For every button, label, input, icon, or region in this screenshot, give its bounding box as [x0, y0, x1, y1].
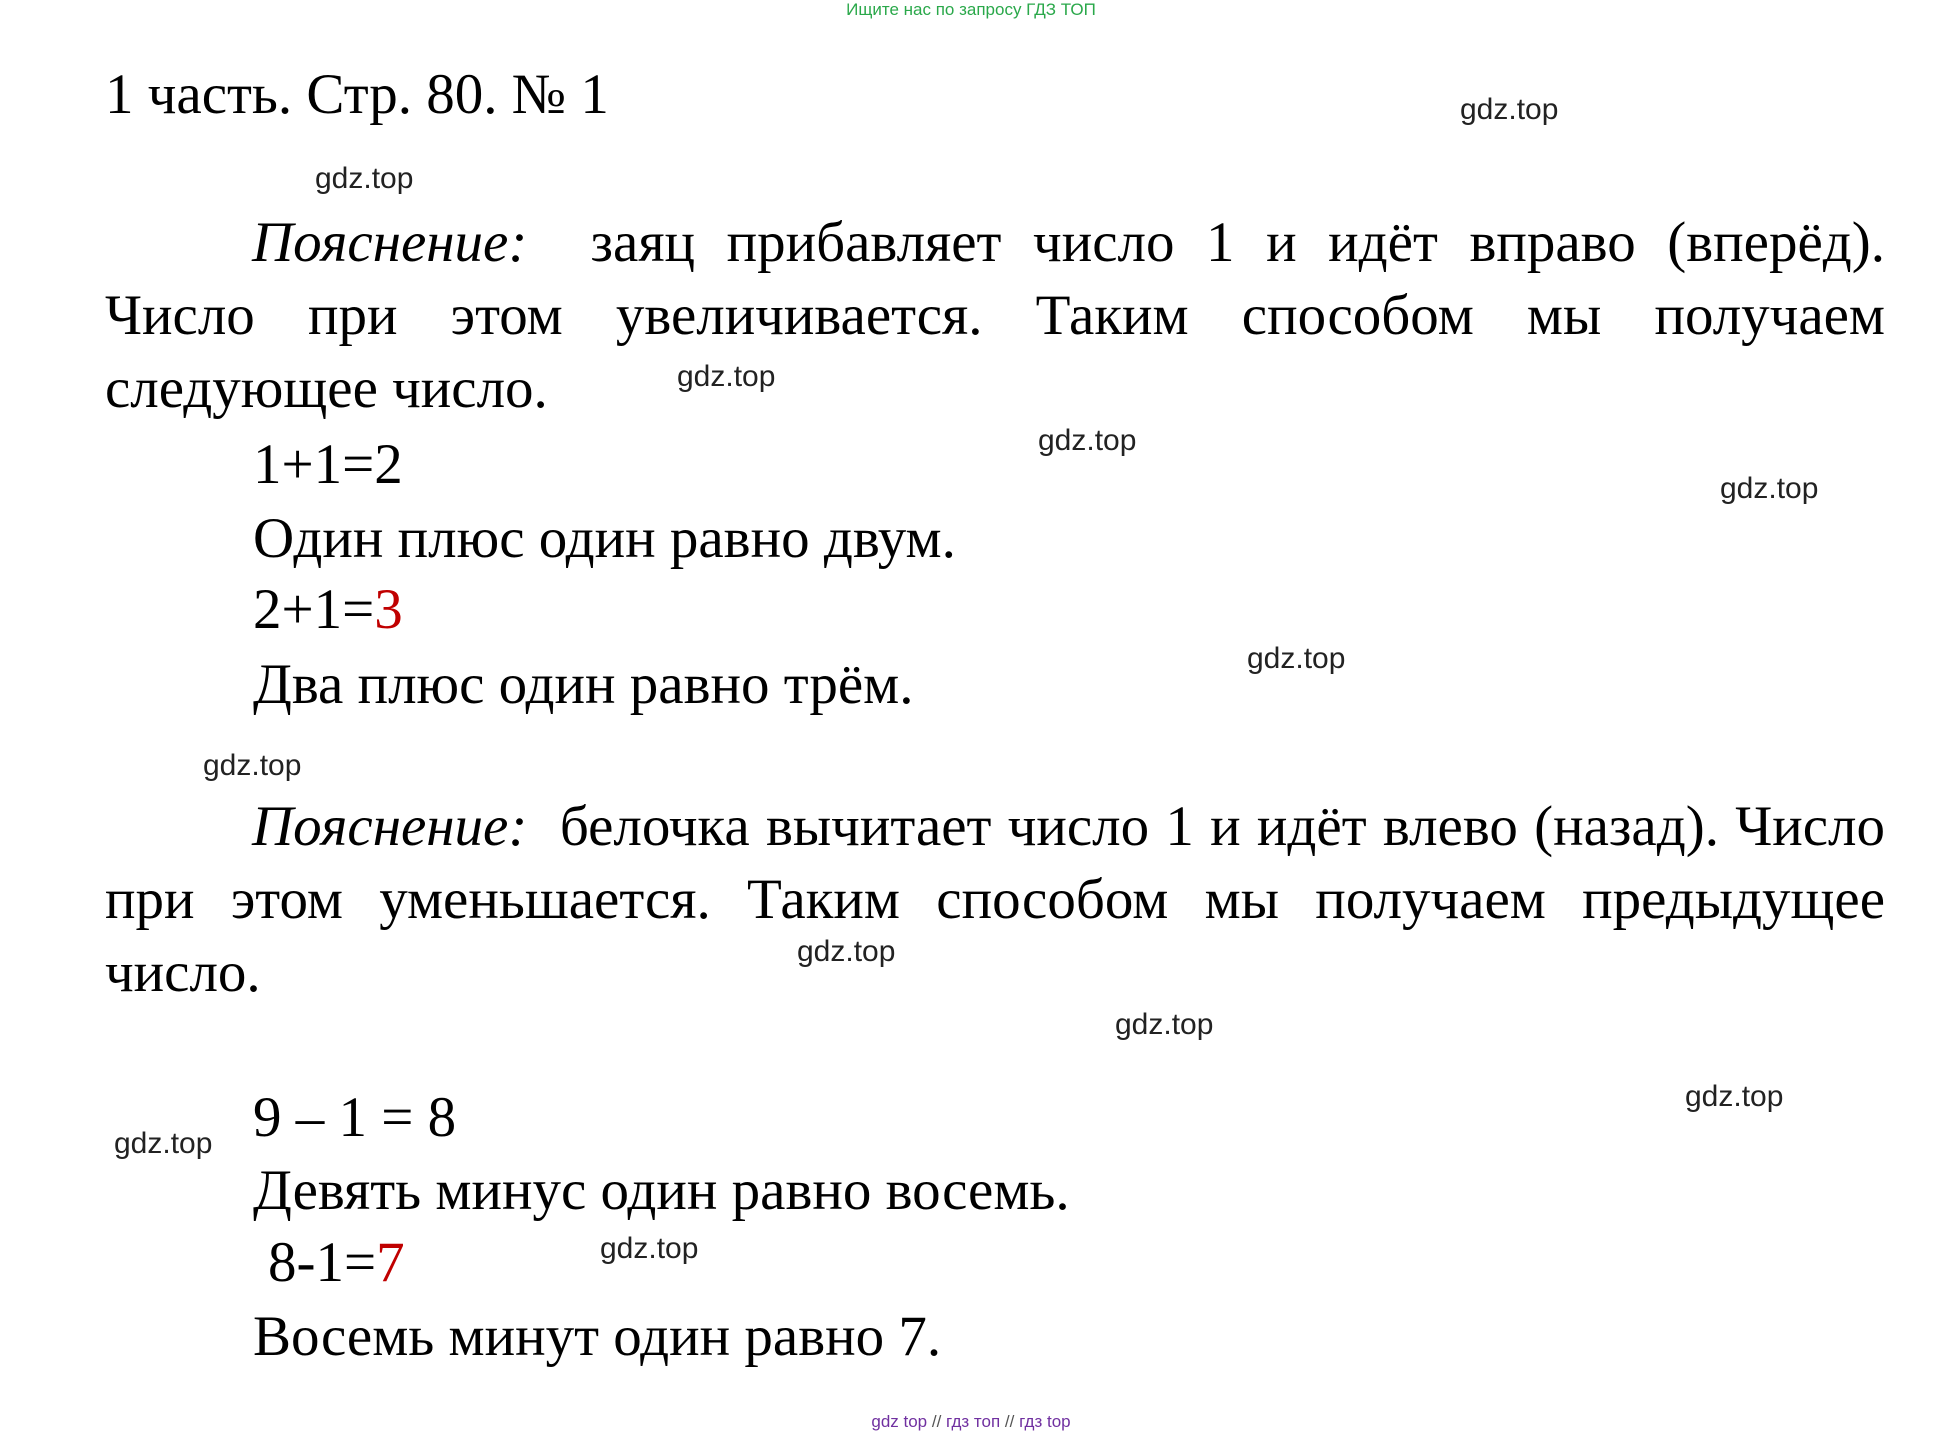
explanation-label: Пояснение: [252, 795, 528, 858]
equation-left: 8-1= [268, 1231, 377, 1294]
equation: 1+1=2 [253, 433, 403, 496]
watermark: gdz.top [114, 1127, 213, 1160]
top-banner: Ищите нас по запросу ГДЗ ТОП [846, 0, 1096, 19]
footer-item: гдз топ [946, 1412, 1001, 1431]
watermark: gdz.top [1460, 93, 1559, 126]
equation-answer: 7 [376, 1231, 405, 1294]
footer-item: gdz top [871, 1412, 928, 1431]
page-heading: 1 часть. Стр. 80. № 1 [105, 63, 609, 126]
equation [268, 1230, 405, 1295]
footer-item: гдз top [1019, 1412, 1071, 1431]
equation-left: 2+1= [253, 578, 375, 641]
equation [253, 577, 403, 642]
equation-answer: 3 [374, 578, 403, 641]
watermark: gdz.top [203, 749, 302, 782]
explanation-text: заяц прибавляет число 1 и идёт вправо (вперёд). Число при этом увеличивается. Таким способом мы получаем следующее число. [105, 211, 1886, 420]
sentence: Один плюс один равно двум. [253, 507, 956, 570]
explanation-paragraph-1 [105, 206, 1885, 425]
equation: 9 – 1 = 8 [253, 1086, 457, 1149]
sentence: Девять минус один равно восемь. [253, 1159, 1070, 1222]
explanation-text: белочка вычитает число 1 и идёт влево (назад). Число при этом уменьшается. Таким способом мы получаем предыдущее число. [105, 795, 1885, 1004]
watermark: gdz.top [1685, 1080, 1784, 1113]
footer [0, 1412, 1942, 1432]
watermark: gdz.top [1720, 472, 1819, 505]
watermark: gdz.top [677, 360, 776, 393]
sentence: Восемь минут один равно 7. [253, 1305, 942, 1368]
watermark: gdz.top [1038, 424, 1137, 457]
watermark: gdz.top [797, 935, 896, 968]
footer-separator: // [931, 1412, 942, 1431]
watermark: gdz.top [1247, 642, 1346, 675]
explanation-paragraph-2 [105, 790, 1885, 1009]
sentence: Два плюс один равно трём. [253, 653, 914, 716]
watermark: gdz.top [1115, 1008, 1214, 1041]
watermark: gdz.top [600, 1232, 699, 1265]
explanation-label: Пояснение: [252, 211, 528, 274]
footer-separator: // [1004, 1412, 1015, 1431]
watermark: gdz.top [315, 162, 414, 195]
